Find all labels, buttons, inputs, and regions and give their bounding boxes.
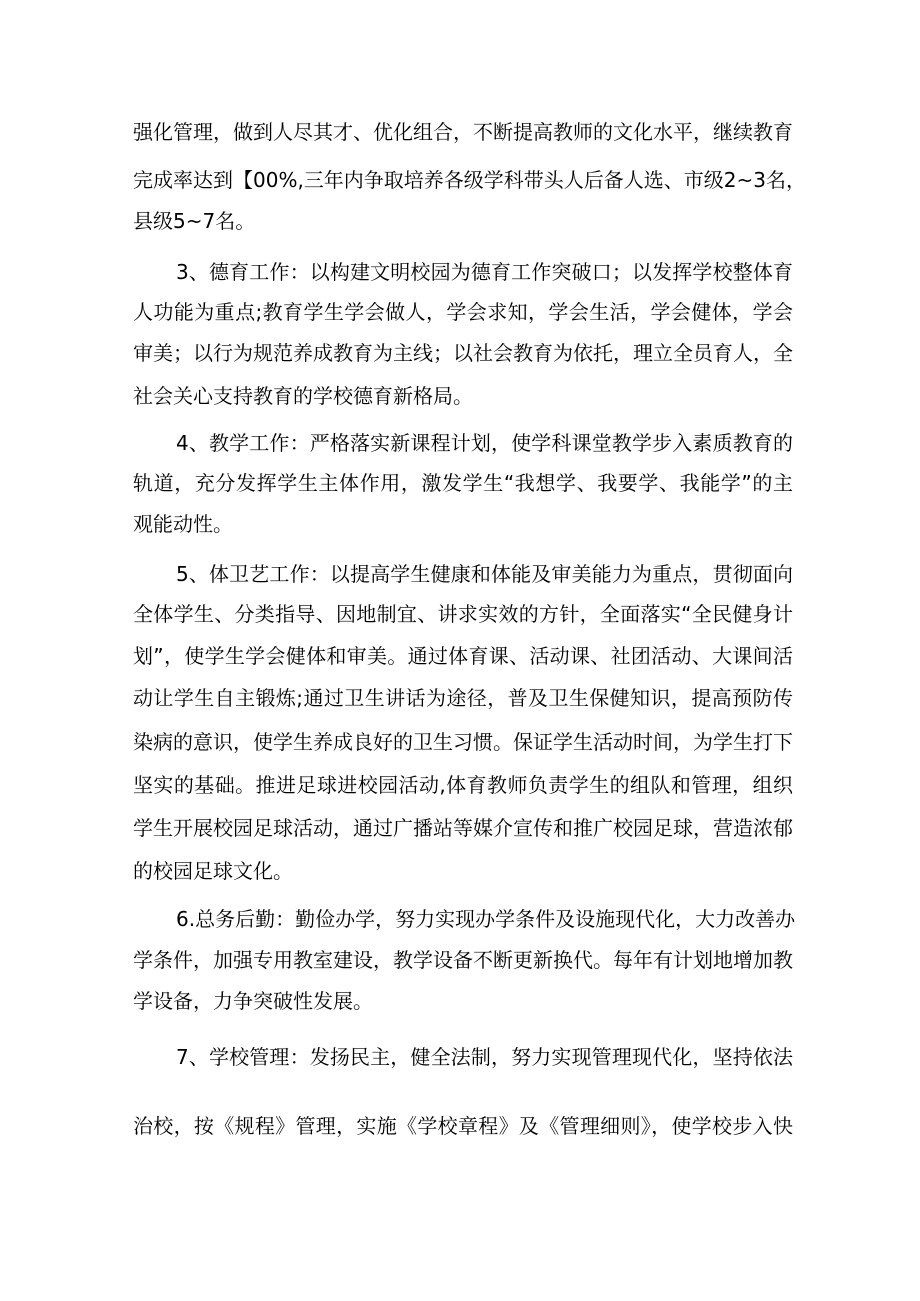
- text-line: 完成率达到【00%,三年内争取培养各级学科带头人后备人选、市级2~3名，: [133, 168, 807, 192]
- text-line: 强化管理，做到人尽其才、优化组合，不断提高教师的文化水平，继续教育: [133, 120, 793, 144]
- text-line: 4、教学工作：严格落实新课程计划，使学科课堂教学步入素质教育的: [176, 431, 793, 455]
- text-line: 审美；以行为规范养成教育为主线；以社会教育为依托，理立全员育人，全: [133, 341, 793, 365]
- text-line: 动让学生自主锻炼;通过卫生讲话为途径，普及卫生保健知识，提高预防传: [133, 686, 793, 710]
- text-line: 治校，按《规程》管理，实施《学校章程》及《管理细则》，使学校步入快: [133, 1114, 793, 1138]
- text-line: 划”，使学生学会健体和审美。通过体育课、活动课、社团活动、大课间活: [133, 644, 793, 668]
- text-line: 学条件，加强专用教室建设，教学设备不断更新换代。每年有计划地增加教: [133, 948, 793, 972]
- text-line: 6.总务后勤：勤俭办学，努力实现办学条件及设施现代化，大力改善办: [176, 907, 796, 931]
- text-line: 观能动性。: [133, 512, 233, 536]
- text-line: 坚实的基础。推进足球进校园活动,体育教师负责学生的组队和管理，组织: [133, 773, 793, 797]
- text-line: 染病的意识，使学生养成良好的卫生习惯。保证学生活动时间，为学生打下: [133, 730, 793, 754]
- text-line: 5、体卫艺工作：以提高学生健康和体能及审美能力为重点，贯彻面向: [176, 562, 793, 586]
- text-line: 7、学校管理：发扬民主，健全法制，努力实现管理现代化，坚持依法: [176, 1045, 793, 1069]
- text-line: 的校园足球文化。: [133, 859, 293, 883]
- text-line: 轨道，充分发挥学生主体作用，激发学生“我想学、我要学、我能学”的主: [133, 471, 793, 495]
- text-line: 社会关心支持教育的学校德育新格局。: [133, 384, 473, 408]
- text-line: 3、德育工作：以构建文明校园为德育工作突破口；以发挥学校整体育: [176, 260, 793, 284]
- text-line: 全体学生、分类指导、因地制宜、讲求实效的方针，全面落实“全民健身计: [133, 602, 793, 626]
- text-line: 县级5~7名。: [133, 209, 256, 233]
- text-line: 学生开展校园足球活动，通过广播站等媒介宣传和推广校园足球，营造浓郁: [133, 816, 793, 840]
- text-line: 人功能为重点;教育学生学会做人，学会求知，学会生活，学会健体，学会: [133, 300, 793, 324]
- text-line: 学设备，力争突破性发展。: [133, 989, 373, 1013]
